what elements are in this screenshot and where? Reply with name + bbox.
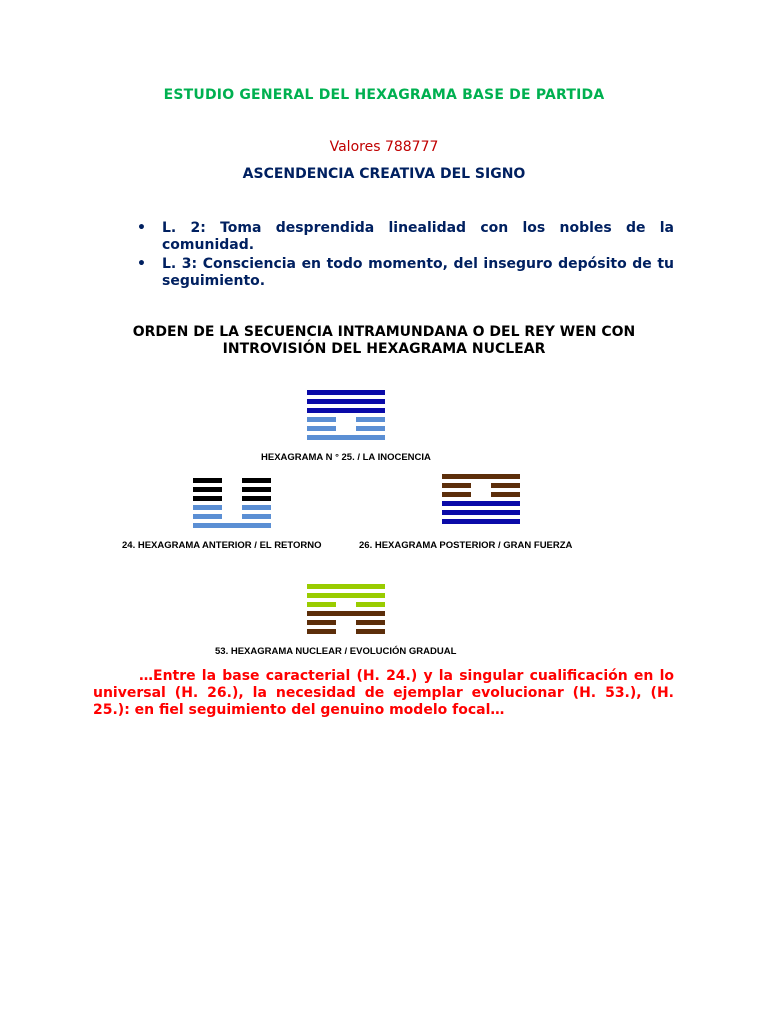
hexagram-solid-line xyxy=(193,523,271,528)
section-heading-orden xyxy=(0,324,768,358)
hexagram-broken-line-segment xyxy=(307,602,336,607)
hexagram-broken-line-segment xyxy=(356,620,385,625)
hexagram-broken-line-segment xyxy=(356,629,385,634)
hexagram-53-caption: 53. HEXAGRAMA NUCLEAR / EVOLUCIÓN GRADUAL xyxy=(215,646,457,657)
hexagram-broken-line-segment xyxy=(242,478,271,483)
hexagram-broken-line-segment xyxy=(193,478,222,483)
hexagram-24-caption: 24. HEXAGRAMA ANTERIOR / EL RETORNO xyxy=(122,540,322,551)
hexagram-broken-line-segment xyxy=(491,492,520,497)
hexagram-solid-line xyxy=(442,474,520,479)
bullet-text: L. 3: Consciencia en todo momento, del inseguro depósito de tu seguimiento. xyxy=(162,256,674,289)
hexagram-solid-line xyxy=(307,390,385,395)
hexagram-solid-line xyxy=(307,408,385,413)
hexagram-broken-line-segment xyxy=(242,505,271,510)
hexagram-broken-line-segment xyxy=(242,496,271,501)
hexagram-solid-line xyxy=(442,510,520,515)
list-item xyxy=(137,220,674,254)
hexagram-broken-line-segment xyxy=(442,483,471,488)
hexagram-broken-line-segment xyxy=(307,620,336,625)
hexagram-solid-line xyxy=(442,501,520,506)
hexagram-solid-line xyxy=(307,584,385,589)
hexagram-broken-line-segment xyxy=(356,602,385,607)
bullet-list xyxy=(137,220,674,292)
hexagram-broken-line-segment xyxy=(242,487,271,492)
hexagram-broken-line-segment xyxy=(356,417,385,422)
bullet-text: L. 2: Toma desprendida linealidad con los nobles de la comunidad. xyxy=(162,220,674,253)
hexagram-solid-line xyxy=(442,519,520,524)
hexagram-broken-line-segment xyxy=(491,483,520,488)
hexagram-solid-line xyxy=(307,593,385,598)
hexagram-broken-line-segment xyxy=(442,492,471,497)
document-title: ESTUDIO GENERAL DEL HEXAGRAMA BASE DE PARTIDA xyxy=(163,87,605,103)
hexagram-solid-line xyxy=(307,435,385,440)
hexagram-broken-line-segment xyxy=(193,505,222,510)
hexagram-25-caption: HEXAGRAMA N ° 25. / LA INOCENCIA xyxy=(261,452,431,463)
hexagram-broken-line-segment xyxy=(356,426,385,431)
valores-line: Valores 788777 xyxy=(329,139,439,155)
hexagram-solid-line xyxy=(307,399,385,404)
hexagram-broken-line-segment xyxy=(193,487,222,492)
hexagram-broken-line-segment xyxy=(193,514,222,519)
hexagram-broken-line-segment xyxy=(242,514,271,519)
bullet-icon: • xyxy=(137,220,146,236)
orden-line-1: ORDEN DE LA SECUENCIA INTRAMUNDANA O DEL REY WEN CON xyxy=(132,324,636,340)
hexagram-broken-line-segment xyxy=(193,496,222,501)
hexagram-26-caption: 26. HEXAGRAMA POSTERIOR / GRAN FUERZA xyxy=(359,540,573,551)
hexagram-broken-line-segment xyxy=(307,426,336,431)
section-heading-ascendencia: ASCENDENCIA CREATIVA DEL SIGNO xyxy=(242,166,526,182)
bullet-icon: • xyxy=(137,256,146,272)
closing-paragraph: …Entre la base caracterial (H. 24.) y la singular cualificación en lo universal (H. 26.), la necesidad de ejemplar evolucionar (H. 53.), (H. 25.): en fiel seguimiento del genuino modelo focal… xyxy=(93,668,674,718)
hexagram-solid-line xyxy=(307,611,385,616)
orden-line-2: INTROVISIÓN DEL HEXAGRAMA NUCLEAR xyxy=(222,341,546,357)
hexagram-broken-line-segment xyxy=(307,417,336,422)
hexagram-broken-line-segment xyxy=(307,629,336,634)
list-item xyxy=(137,256,674,290)
